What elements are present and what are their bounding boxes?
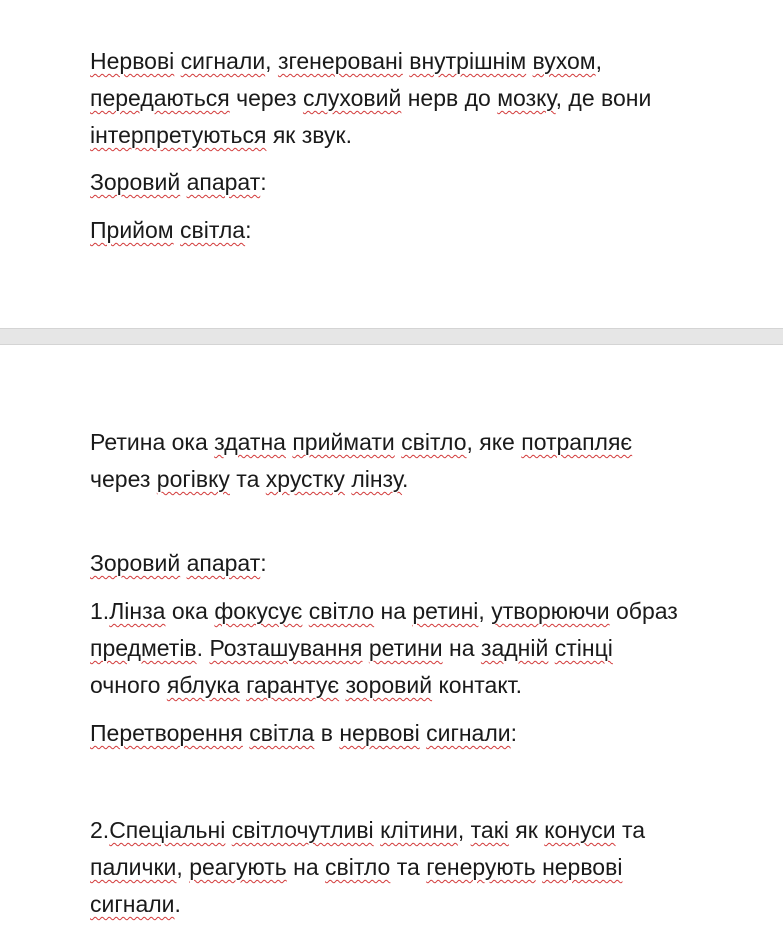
spelling-flagged-word[interactable]: Перетворення xyxy=(90,720,243,746)
spelling-flagged-word[interactable]: ретині xyxy=(412,598,479,624)
spelling-flagged-word[interactable]: інтерпретуються xyxy=(90,122,267,148)
spelling-flagged-word[interactable]: передаються xyxy=(90,85,230,111)
spelling-flagged-word[interactable]: яблука xyxy=(166,672,240,698)
paragraph-visual-apparatus-heading-2[interactable]: Зоровий апарат: xyxy=(90,550,267,576)
spelling-flagged-word[interactable]: сигнали xyxy=(426,720,511,746)
spelling-flagged-word[interactable]: конуси xyxy=(544,817,616,843)
spelling-flagged-word[interactable]: Прийом xyxy=(90,217,174,243)
text-line: палички, реагують на світло та генерують нервові xyxy=(90,854,623,880)
paragraph-retina[interactable] xyxy=(90,424,760,498)
spelling-flagged-word[interactable]: світло xyxy=(325,854,391,880)
spelling-flagged-word[interactable]: потрапляє xyxy=(521,429,633,455)
paragraph-visual-apparatus-heading[interactable]: Зоровий апарат: xyxy=(90,169,267,195)
spelling-flagged-word[interactable]: Лінза xyxy=(109,598,166,624)
spelling-flagged-word[interactable]: палички xyxy=(90,854,177,880)
spelling-flagged-word[interactable]: рогівку xyxy=(156,466,230,492)
spelling-flagged-word[interactable]: приймати xyxy=(292,429,395,455)
spelling-flagged-word[interactable]: реагують xyxy=(189,854,287,880)
text-line: сигнали. xyxy=(90,891,181,917)
spelling-flagged-word[interactable]: згенеровані xyxy=(277,48,403,74)
spelling-flagged-word[interactable]: Зоровий xyxy=(90,550,181,576)
paragraph-photoreceptor-cells[interactable] xyxy=(90,812,760,923)
spelling-flagged-word[interactable]: Зоровий xyxy=(90,169,181,195)
paragraph-lens-focus[interactable] xyxy=(90,593,760,704)
spelling-flagged-word[interactable]: світло xyxy=(401,429,467,455)
text-line: через рогівку та хрустку лінзу. xyxy=(90,466,409,492)
spelling-flagged-word[interactable]: внутрішнім xyxy=(409,48,527,74)
paragraph-light-reception-heading[interactable]: Прийом світла: xyxy=(90,217,252,243)
spelling-flagged-word[interactable]: ретини xyxy=(368,635,443,661)
spelling-flagged-word[interactable]: гарантує xyxy=(246,672,340,698)
spelling-flagged-word[interactable]: хрустку xyxy=(265,466,345,492)
page-break-gap xyxy=(0,328,783,345)
spelling-flagged-word[interactable]: здатна xyxy=(214,429,286,455)
spelling-flagged-word[interactable]: нервові xyxy=(542,854,623,880)
spelling-flagged-word[interactable]: мозку xyxy=(497,85,556,111)
spelling-flagged-word[interactable]: такі xyxy=(470,817,509,843)
spelling-flagged-word[interactable]: Нервові xyxy=(90,48,175,74)
text-line: 2.Спеціальні світлочутливі клітини, такі як конуси та xyxy=(90,817,646,843)
text-line: очного яблука гарантує зоровий контакт. xyxy=(90,672,523,698)
text-line: предметів. Розташування ретини на задній стінці xyxy=(90,635,613,661)
spelling-flagged-word[interactable]: лінзу xyxy=(351,466,403,492)
spelling-flagged-word[interactable]: світла xyxy=(180,217,246,243)
spelling-flagged-word[interactable]: вухом xyxy=(532,48,596,74)
spelling-flagged-word[interactable]: задній xyxy=(480,635,549,661)
spelling-flagged-word[interactable]: генерують xyxy=(426,854,536,880)
spelling-flagged-word[interactable]: світло xyxy=(308,598,375,624)
spelling-flagged-word[interactable]: клітини xyxy=(380,817,458,843)
document-page-2 xyxy=(0,345,783,929)
spelling-flagged-word[interactable]: сигнали xyxy=(180,48,266,74)
text-line: Нервові сигнали, згенеровані внутрішнім вухом, xyxy=(90,48,602,74)
spelling-flagged-word[interactable]: слуховий xyxy=(302,85,402,111)
spelling-flagged-word[interactable]: Розташування xyxy=(209,635,363,661)
text-line: Ретина ока здатна приймати світло, яке потрапляє xyxy=(90,429,633,455)
spelling-flagged-word[interactable]: нервові xyxy=(339,720,420,746)
spelling-flagged-word[interactable]: фокусує xyxy=(214,598,303,624)
text-line: передаються через слуховий нерв до мозку, де вони xyxy=(90,85,652,111)
document-page-1 xyxy=(0,0,783,328)
paragraph-light-conversion-heading[interactable]: Перетворення світла в нервові сигнали: xyxy=(90,720,517,746)
spelling-flagged-word[interactable]: апарат xyxy=(186,550,261,576)
spelling-flagged-word[interactable]: зоровий xyxy=(345,672,433,698)
paragraph-nerve-signals[interactable] xyxy=(90,43,760,154)
text-line: інтерпретуються як звук. xyxy=(90,122,352,148)
text-line: 1.Лінза ока фокусує світло на ретині, утворюючи образ xyxy=(90,598,678,624)
spelling-flagged-word[interactable]: предметів xyxy=(90,635,197,661)
spelling-flagged-word[interactable]: Спеціальні xyxy=(109,817,226,843)
spelling-flagged-word[interactable]: світлочутливі xyxy=(231,817,374,843)
spelling-flagged-word[interactable]: сигнали xyxy=(90,891,175,917)
spelling-flagged-word[interactable]: світла xyxy=(249,720,315,746)
spelling-flagged-word[interactable]: стінці xyxy=(554,635,613,661)
spelling-flagged-word[interactable]: апарат xyxy=(186,169,261,195)
spelling-flagged-word[interactable]: утворюючи xyxy=(491,598,610,624)
